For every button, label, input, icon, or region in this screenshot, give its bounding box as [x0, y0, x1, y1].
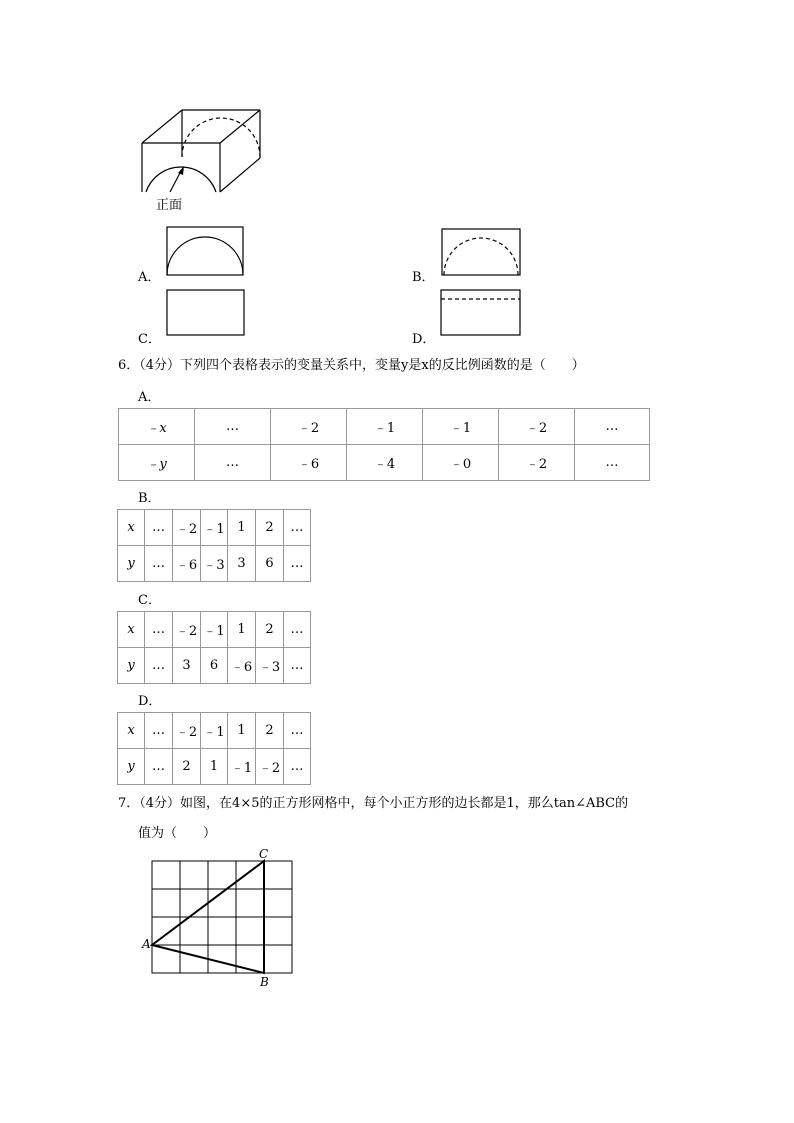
option-b-label: B． [412, 270, 435, 285]
q6-option-a-label: A． [138, 390, 161, 405]
table-cell: y [118, 648, 145, 684]
table-cell: ﹣2 [271, 409, 347, 445]
table-cell: … [575, 409, 650, 445]
table-cell: 2 [173, 749, 201, 785]
table-cell: 1 [201, 749, 228, 785]
table-cell: 2 [256, 612, 284, 648]
table-cell: 3 [228, 546, 256, 582]
table-cell: ﹣x [119, 409, 195, 445]
table-cell: ﹣6 [271, 445, 347, 481]
point-a-label: A [142, 937, 151, 951]
point-c-label: C [259, 847, 269, 861]
q6-option-d-label: D． [138, 694, 162, 709]
table-cell: 1 [228, 612, 256, 648]
question-7-stem-line2: 值为（ ） [138, 826, 217, 841]
table-cell: y [118, 546, 145, 582]
table-cell: ﹣1 [347, 409, 423, 445]
q6-option-c-label: C． [138, 593, 161, 608]
table-cell: ﹣6 [173, 546, 201, 582]
table-cell: … [145, 713, 173, 749]
table-cell: ﹣1 [201, 713, 228, 749]
table-cell: 2 [256, 713, 284, 749]
table-cell: ﹣2 [173, 713, 201, 749]
question-7-stem-line1: 7．（4分）如图，在4×5的正方形网格中，每个小正方形的边长都是1，那么tan∠ABC的 [118, 796, 629, 811]
table-cell: … [195, 445, 271, 481]
table-cell: 2 [256, 510, 284, 546]
table-cell: ﹣2 [173, 612, 201, 648]
option-a-label: A． [138, 270, 161, 285]
table-cell: x [118, 713, 145, 749]
table-cell: … [284, 648, 311, 684]
table-cell: … [575, 445, 650, 481]
q6-option-b-label: B． [138, 491, 161, 506]
table-cell: ﹣2 [173, 510, 201, 546]
point-b-label: B [260, 975, 269, 989]
table-cell: 1 [228, 510, 256, 546]
table-cell: ﹣4 [347, 445, 423, 481]
table-cell: … [284, 749, 311, 785]
table-cell: … [145, 749, 173, 785]
table-cell: x [118, 510, 145, 546]
table-cell: … [145, 612, 173, 648]
table-cell: … [195, 409, 271, 445]
table-cell: ﹣1 [423, 409, 499, 445]
table-cell: 1 [228, 713, 256, 749]
table-cell: ﹣1 [228, 749, 256, 785]
table-cell: 6 [201, 648, 228, 684]
option-d-label: D． [412, 332, 436, 347]
table-cell: … [145, 510, 173, 546]
table-cell: ﹣0 [423, 445, 499, 481]
question-6-stem: 6．（4分）下列四个表格表示的变量关系中，变量y是x的反比例函数的是（ ） [118, 358, 585, 373]
table-cell: … [284, 510, 311, 546]
table-cell: 3 [173, 648, 201, 684]
table-cell: y [118, 749, 145, 785]
table-cell: ﹣2 [499, 409, 575, 445]
table-cell: ﹣3 [201, 546, 228, 582]
front-label: 正面 [156, 198, 183, 213]
table-cell: … [145, 648, 173, 684]
table-cell: … [284, 713, 311, 749]
table-cell: ﹣3 [256, 648, 284, 684]
table-cell: … [284, 612, 311, 648]
table-cell: ﹣1 [201, 510, 228, 546]
table-cell: ﹣2 [256, 749, 284, 785]
table-cell: ﹣6 [228, 648, 256, 684]
table-cell: x [118, 612, 145, 648]
table-cell: ﹣1 [201, 612, 228, 648]
option-c-label: C． [138, 332, 161, 347]
table-cell: 6 [256, 546, 284, 582]
table-cell: ﹣y [119, 445, 195, 481]
table-cell: ﹣2 [499, 445, 575, 481]
table-cell: … [145, 546, 173, 582]
table-cell: … [284, 546, 311, 582]
